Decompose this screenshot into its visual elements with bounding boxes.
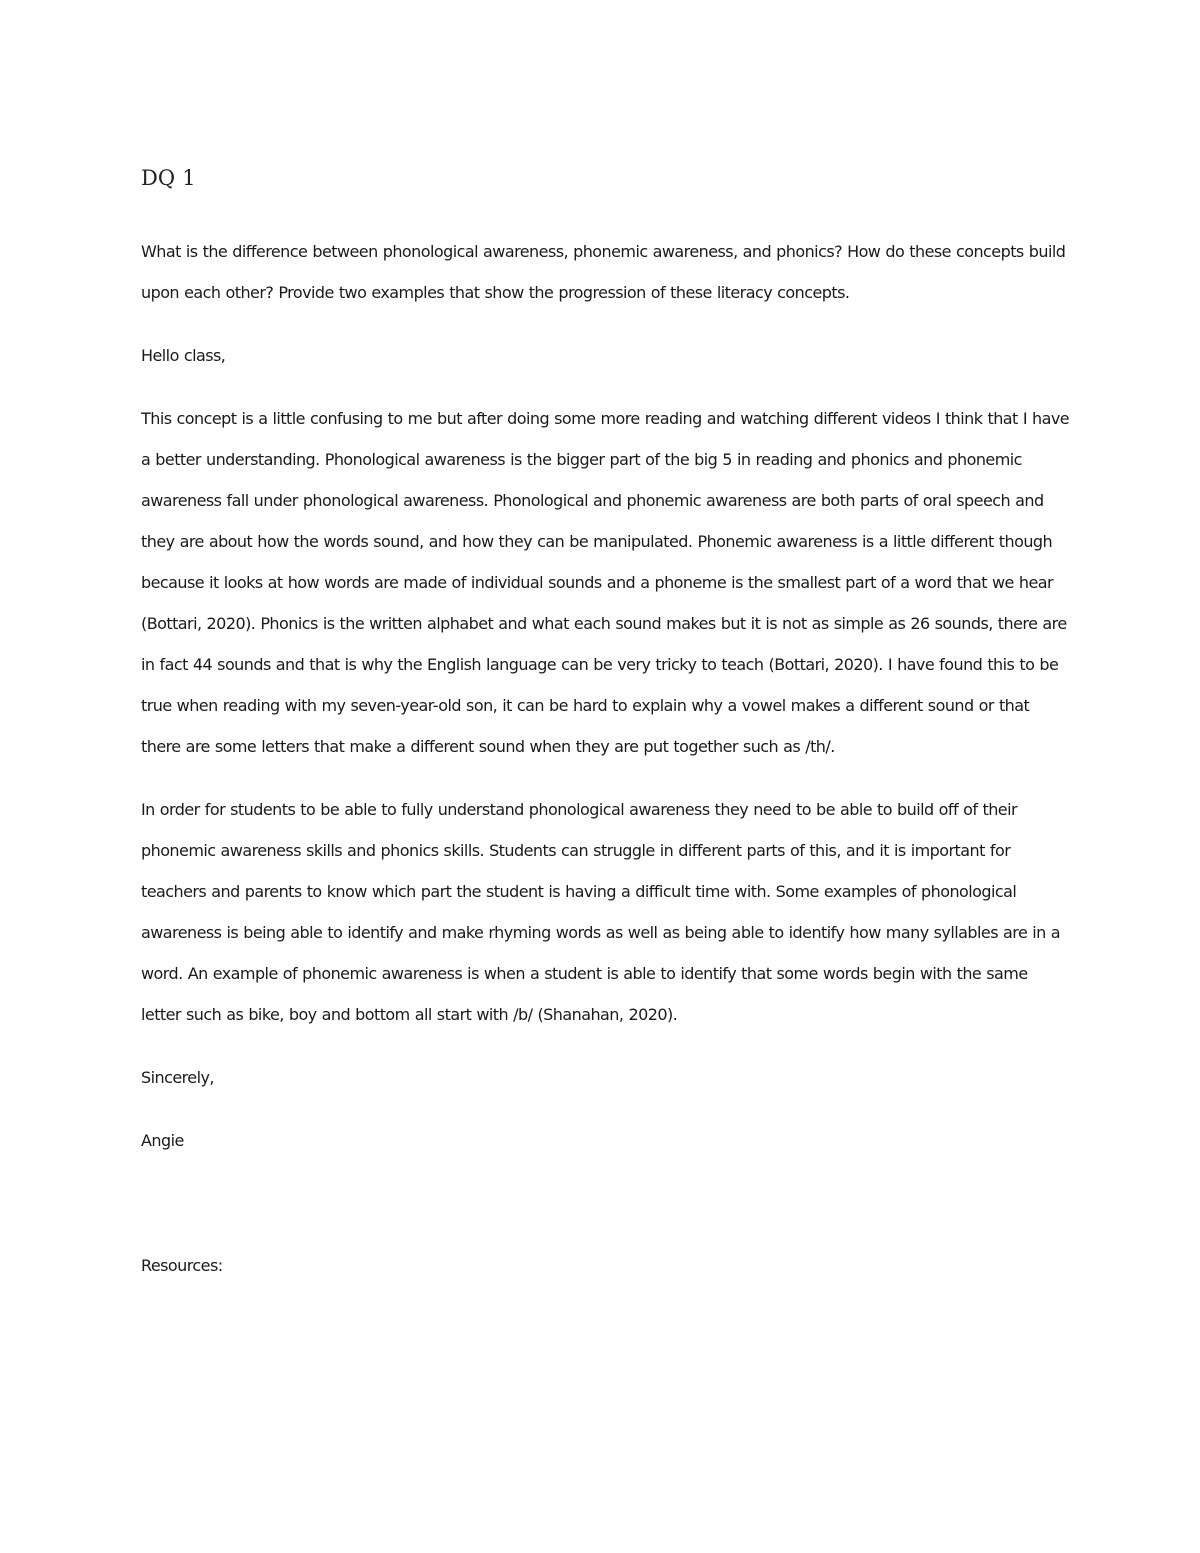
signature: Angie [141,1131,184,1150]
body-paragraph-2: In order for students to be able to fully understand phonological awareness they need to be able to build off of their phonemic awareness skills and phonics skills. Students can struggle in different parts of this, and it is important for teachers and parents to know which part the student is having a difficult time with. Some examples of phonological awareness is being able to identify and make rhyming words as well as being able to identify how many syllables are in a word. An example of phonemic awareness is when a student is able to identify that some words begin with the same letter such as bike, boy and bottom all start with /b/ (Shanahan, 2020). [141,800,1061,1024]
greeting: Hello class, [141,346,226,365]
document-body [141,160,1071,1302]
page-title: DQ 1 [141,166,196,190]
question-paragraph: What is the difference between phonological awareness, phonemic awareness, and phonics? How do these concepts build upon each other? Provide two examples that show the progression of these literacy concepts. [141,242,1066,302]
resources-heading: Resources: [141,1256,223,1275]
body-paragraph-1: This concept is a little confusing to me but after doing some more reading and watching different videos I think that I have a better understanding. Phonological awareness is the bigger part of the big 5 in reading and phonics and phonemic awareness fall under phonological awareness. Phonological and phonemic awareness are both parts of oral speech and they are about how the words sound, and how they can be manipulated. Phonemic awareness is a little different though because it looks at how words are made of individual sounds and a phoneme is the smallest part of a word that we hear (Bottari, 2020). Phonics is the written alphabet and what each sound makes but it is not as simple as 26 sounds, there are in fact 44 sounds and that is why the English language can be very tricky to teach (Bottari, 2020). I have found this to be true when reading with my seven-year-old son, it can be hard to explain why a vowel makes a different sound or that there are some letters that make a different sound when they are put together such as /th/. [141,409,1070,756]
closing: Sincerely, [141,1068,214,1087]
